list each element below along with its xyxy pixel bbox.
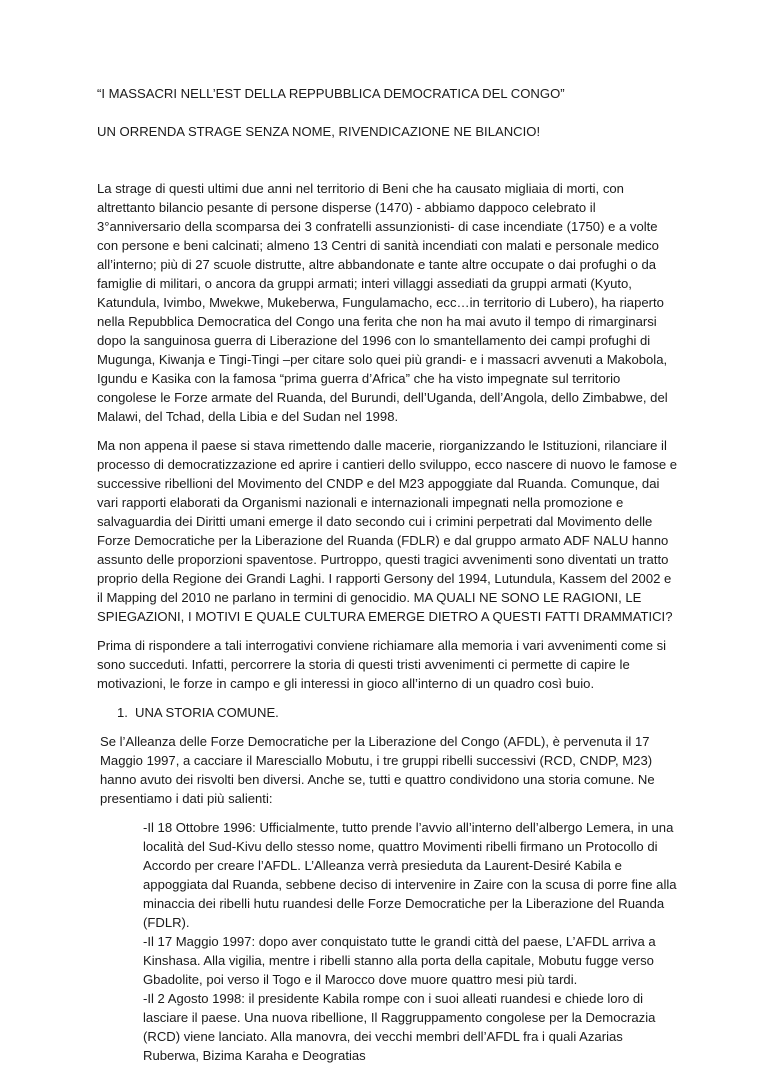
section-heading	[117, 703, 680, 722]
paragraph-beni-massacre: La strage di questi ultimi due anni nel territorio di Beni che ha causato migliaia di morti, con altrettanto bilancio pesante di persone disperse (1470) - abbiamo dappoco celebrato il 3°anniversario della scomparsa dei 3 confratelli assunzionisti- di case incendiate (1750) e a volte con persone e beni calcinati; almeno 13 Centri di sanità incendiati con malati e personale medico all’interno; più di 27 scuole distrutte, altre abbandonate e tante altre occupate o dai profughi o da famiglie di militari, o ancora da gruppi armati; interi villaggi assediati da gruppi armati (Kyuto, Katundula, Ivimbo, Mwekwe, Mukeberwa, Fungulamacho, ecc…in territorio di Lubero), ha riaperto nella Repubblica Democratica del Congo una ferita che non ha mai avuto il tempo di rimarginarsi dopo la sanguinosa guerra di Liberazione del 1996 con lo smantellamento dei campi profughi di Mugunga, Kiwanja e Tingi-Tingi –per citare solo quei più grandi- e i massacri avvenuti a Makobola, Igundu e Kasika con la famosa “prima guerra d’Africa” che ha visto impegnate sul territorio congolese le Forze armate del Ruanda, del Burundi, dell’Uganda, dell’Angola, dello Zimbabwe, del Malawi, del Tchad, della Libia e del Sudan nel 1998.	[97, 181, 668, 424]
timeline-entry-1996: -Il 18 Ottobre 1996: Ufficialmente, tutto prende l’avvio all’interno dell’albergo Lemera, in una località del Sud-Kivu dello stesso nome, quattro Movimenti ribelli firmano un Protocollo di Accordo per creare l’AFDL. L’Alleanza verrà presieduta da Laurent-Desiré Kabila e appoggiata dal Ruanda, sebbene deciso di intervenire in Zaire con la scusa di porre fine alla minaccia dei ribelli hutu ruandesi delle Forze Democratiche per la Liberazione del Ruanda (FDLR).	[143, 820, 677, 930]
paragraph-history-intro: Prima di rispondere a tali interrogativi conviene richiamare alla memoria i vari avvenimenti come si sono succeduti. Infatti, percorrere la storia di questi tristi avvenimenti ci permette di capire le motivazioni, le forze in campo e gli interessi in gioco all’interno di un quadro così buio.	[97, 638, 667, 691]
paragraph-rebellions: Ma non appena il paese si stava rimettendo dalle macerie, riorganizzando le Istituzioni, rilanciare il processo di democratizzazione ed aprire i cantieri dello sviluppo, ecco nascere di nuovo le famose e successive ribellioni del Movimento del CNDP e del M23 appoggiate dal Ruanda. Comunque, dai vari rapporti elaborati da Organismi nazionali e internazionali impegnati nella promozione e salvaguardia dei Diritti umani emerge il dato secondo cui i crimini perpetrati dal Movimento delle Forze Democratiche per la Liberazione del Ruanda (FDLR) e dal gruppo armato ADF NALU hanno assunto delle proporzioni spaventose. Purtroppo, questi tragici avvenimenti sono diventati un tratto proprio della Regione dei Grandi Laghi. I rapporti Gersony del 1994, Lutundula, Kassem del 2002 e il Mapping del 2010 ne parlano in termini di genocidio. MA QUALI NE SONO LE RAGIONI, LE SPIEGAZIONI, I MOTIVI E QUALE CULTURA EMERGE DIETRO A QUESTI FATTI DRAMMATICI?	[97, 438, 678, 624]
timeline-entry-1998: -Il 2 Agosto 1998: il presidente Kabila rompe con i suoi alleati ruandesi e chiede loro di lasciare il paese. Una nuova ribellione, Il Raggruppamento congolese per la Democrazia (RCD) viene lanciato. Alla manovra, dei vecchi membri dell’AFDL fra i quali Azarias Ruberwa, Bizima Karaha e Deogratias	[143, 991, 656, 1063]
timeline-list	[143, 818, 680, 1065]
section-title: UNA STORIA COMUNE.	[135, 705, 279, 720]
section-number: 1.	[117, 705, 128, 720]
timeline-entry-1997: -Il 17 Maggio 1997: dopo aver conquistato tutte le grandi città del paese, L’AFDL arriva a Kinshasa. Alla vigilia, mentre i ribelli stanno alla porta della capitale, Mobutu fugge verso Gbadolite, poi verso il Togo e il Marocco dove muore quattro mesi più tardi.	[143, 934, 656, 987]
document-body	[97, 84, 680, 1065]
document-title: “I MASSACRI NELL’EST DELLA REPPUBBLICA DEMOCRATICA DEL CONGO”	[97, 86, 565, 101]
document-subtitle: UN ORRENDA STRAGE SENZA NOME, RIVENDICAZIONE NE BILANCIO!	[97, 124, 541, 139]
section-intro: Se l’Alleanza delle Forze Democratiche per la Liberazione del Congo (AFDL), è pervenuta il 17 Maggio 1997, a cacciare il Maresciallo Mobutu, i tre gruppi ribelli successivi (RCD, CNDP, M23) hanno avuto dei risvolti ben diversi. Anche se, tutti e quattro condividono una storia comune. Ne presentiamo i dati più salienti:	[100, 734, 655, 806]
